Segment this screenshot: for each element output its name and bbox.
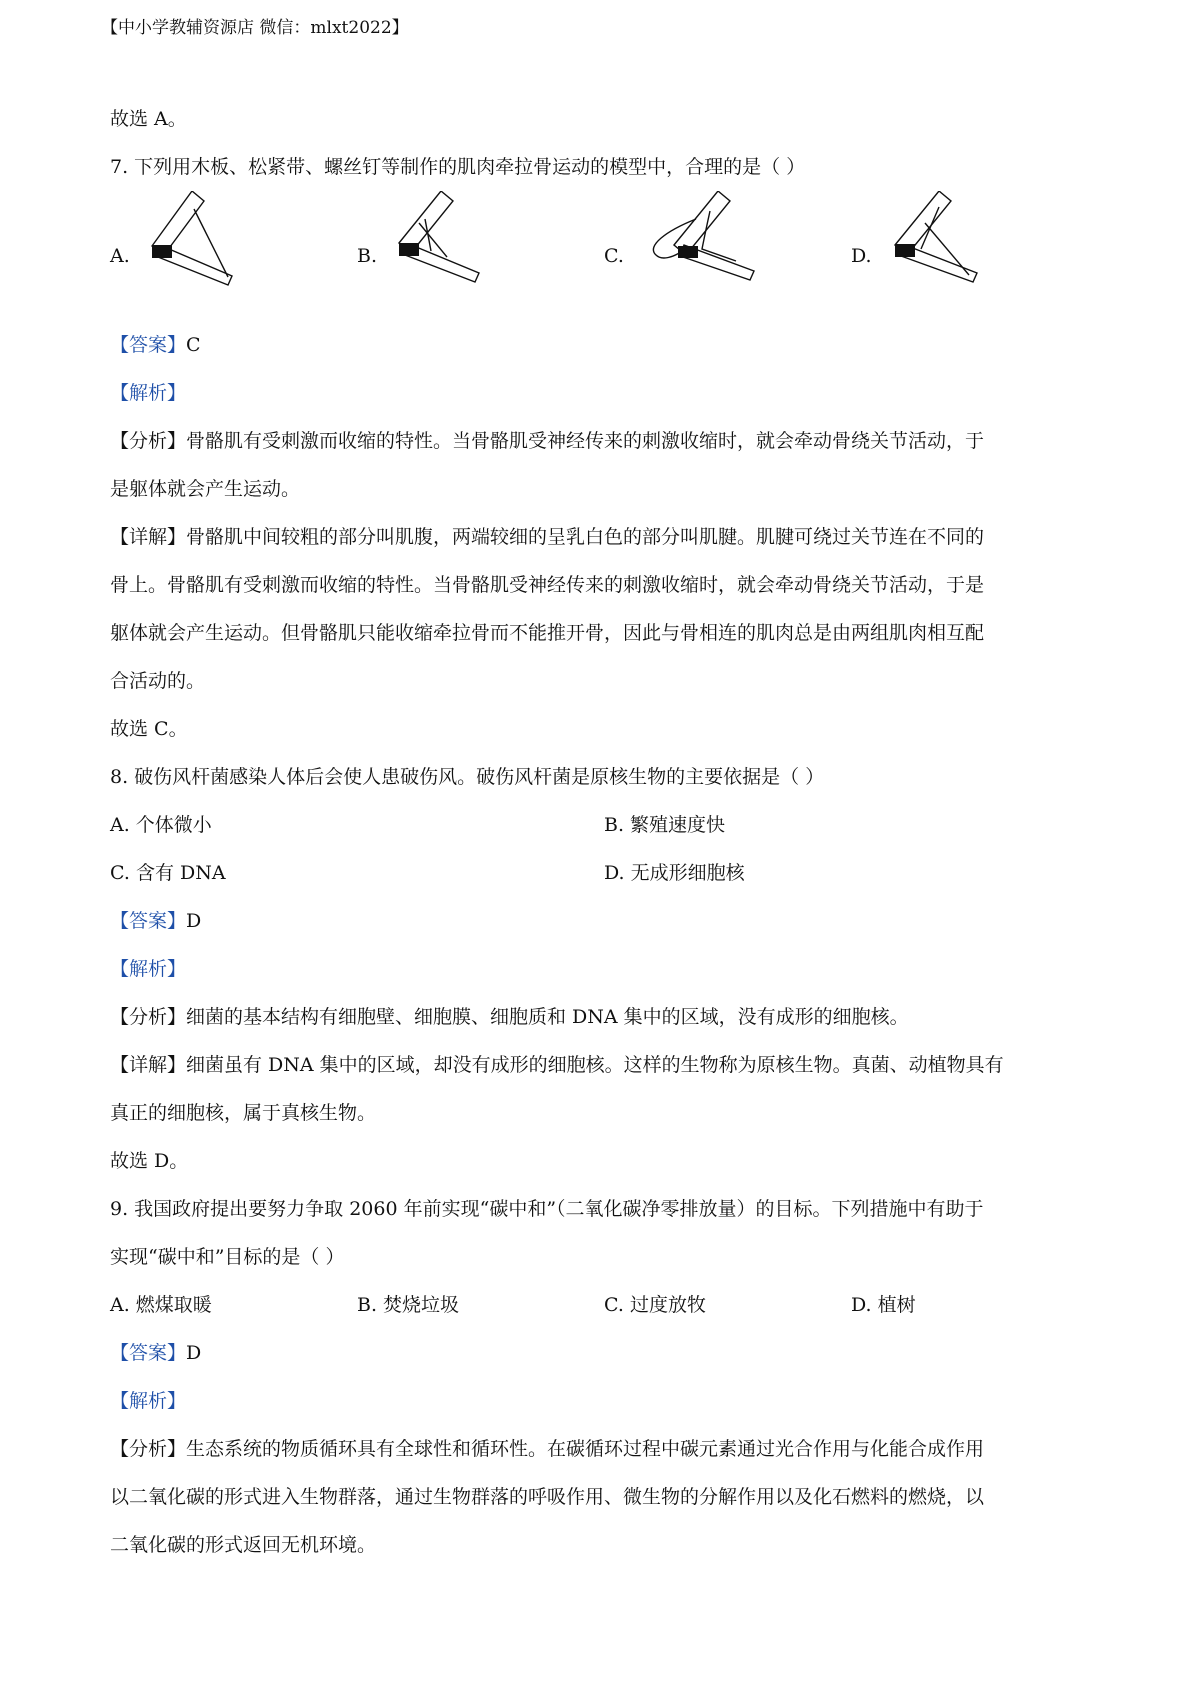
q8-option-b: B. 繁殖速度快 — [604, 814, 726, 836]
q8-option-d: D. 无成形细胞核 — [604, 862, 745, 884]
q8-fenxi-tag: 【分析】 — [110, 1006, 187, 1028]
q7-option-d-label: D. — [851, 245, 872, 267]
q9-option-b: B. 焚烧垃圾 — [357, 1294, 460, 1316]
q9-fenxi-line-3: 二氧化碳的形式返回无机环境。 — [110, 1534, 377, 1556]
q7-xiangjie-line-4: 合活动的。 — [110, 670, 206, 692]
q7-conclusion: 故选 C。 — [110, 718, 188, 740]
q7-xiangjie-line-2: 骨上。骨骼肌有受刺激而收缩的特性。当骨骼肌受神经传来的刺激收缩时，就会牵动骨绕关节活动，于是 — [110, 574, 985, 596]
q7-fenxi-tag: 【分析】 — [110, 430, 187, 452]
q8-answer-value: D — [186, 910, 202, 932]
q8-option-a: A. 个体微小 — [110, 814, 212, 836]
q7-answer-value: C — [186, 334, 201, 356]
q7-option-a-label: A. — [110, 245, 130, 267]
q8-options-row-2 — [110, 849, 1100, 897]
q8-xiangjie-text-1: 细菌虽有 DNA 集中的区域，却没有成形的细胞核。这样的生物称为原核生物。真菌、动植物具有 — [186, 1054, 1004, 1076]
q7-xiangjie-line-1 — [110, 513, 1100, 561]
q8-xiangjie-line-1 — [110, 1041, 1100, 1089]
q9-stem-line-2: 实现“碳中和”目标的是（ ） — [110, 1246, 345, 1268]
q7-option-d — [851, 191, 1051, 321]
q7-option-b — [357, 191, 557, 321]
q8-answer — [110, 897, 1100, 945]
document-body — [110, 95, 1100, 1569]
q8-conclusion: 故选 D。 — [110, 1150, 189, 1172]
q7-answer — [110, 321, 1100, 369]
q7-xiangjie-tag: 【详解】 — [110, 526, 187, 548]
q8-analysis-tag: 【解析】 — [110, 958, 187, 980]
muscle-model-b-illustration — [379, 191, 489, 291]
q9-stem-line-1: 9. 我国政府提出要努力争取 2060 年前实现“碳中和”（二氧化碳净零排放量）的目标。下列措施中有助于 — [110, 1198, 984, 1220]
q6-conclusion: 故选 A。 — [110, 108, 187, 130]
q9-fenxi-text-1: 生态系统的物质循环具有全球性和循环性。在碳循环过程中碳元素通过光合作用与化能合成作用 — [186, 1438, 985, 1460]
q7-option-c-label: C. — [604, 245, 624, 267]
q7-option-a — [110, 191, 310, 321]
q9-answer-tag: 【答案】 — [110, 1342, 187, 1364]
q8-xiangjie-tag: 【详解】 — [110, 1054, 187, 1076]
q9-answer-value: D — [186, 1342, 202, 1364]
q7-option-c — [604, 191, 824, 321]
q7-fenxi-line-2: 是躯体就会产生运动。 — [110, 478, 301, 500]
q7-stem: 7. 下列用木板、松紧带、螺丝钉等制作的肌肉牵拉骨运动的模型中，合理的是（ ） — [110, 156, 806, 178]
q8-stem: 8. 破伤风杆菌感染人体后会使人患破伤风。破伤风杆菌是原核生物的主要依据是（ ） — [110, 766, 825, 788]
q7-fenxi-line-1 — [110, 417, 1100, 465]
q8-option-c: C. 含有 DNA — [110, 862, 226, 884]
q9-answer — [110, 1329, 1100, 1377]
q7-answer-tag: 【答案】 — [110, 334, 187, 356]
q9-fenxi-line-2: 以二氧化碳的形式进入生物群落，通过生物群落的呼吸作用、微生物的分解作用以及化石燃料的燃烧，以 — [110, 1486, 985, 1508]
q9-option-c: C. 过度放牧 — [604, 1294, 706, 1316]
q8-fenxi-text-1: 细菌的基本结构有细胞壁、细胞膜、细胞质和 DNA 集中的区域，没有成形的细胞核。 — [186, 1006, 909, 1028]
q9-fenxi-line-1 — [110, 1425, 1100, 1473]
muscle-model-d-illustration — [879, 191, 989, 291]
q9-option-a: A. 燃煤取暖 — [110, 1294, 212, 1316]
q7-xiangjie-line-3: 躯体就会产生运动。但骨骼肌只能收缩牵拉骨而不能推开骨，因此与骨相连的肌肉总是由两组肌肉相互配 — [110, 622, 985, 644]
q7-analysis-tag: 【解析】 — [110, 382, 187, 404]
q8-fenxi-line-1 — [110, 993, 1100, 1041]
q7-figure-options — [110, 191, 1100, 321]
q7-option-b-label: B. — [357, 245, 378, 267]
muscle-model-c-illustration — [626, 191, 766, 291]
muscle-model-a-illustration — [132, 191, 242, 291]
q9-fenxi-tag: 【分析】 — [110, 1438, 187, 1460]
q8-answer-tag: 【答案】 — [110, 910, 187, 932]
q7-fenxi-text-1: 骨骼肌有受刺激而收缩的特性。当骨骼肌受神经传来的刺激收缩时，就会牵动骨绕关节活动，于 — [186, 430, 985, 452]
q9-analysis-tag: 【解析】 — [110, 1390, 187, 1412]
q8-options-row-1 — [110, 801, 1100, 849]
page-header-watermark: 【中小学教辅资源店 微信：mlxt2022】 — [101, 18, 409, 38]
q7-xiangjie-text-1: 骨骼肌中间较粗的部分叫肌腹，两端较细的呈乳白色的部分叫肌腱。肌腱可绕过关节连在不同的 — [186, 526, 985, 548]
q9-options-row — [110, 1281, 1100, 1329]
q9-option-d: D. 植树 — [851, 1294, 916, 1316]
q8-xiangjie-line-2: 真正的细胞核，属于真核生物。 — [110, 1102, 377, 1124]
